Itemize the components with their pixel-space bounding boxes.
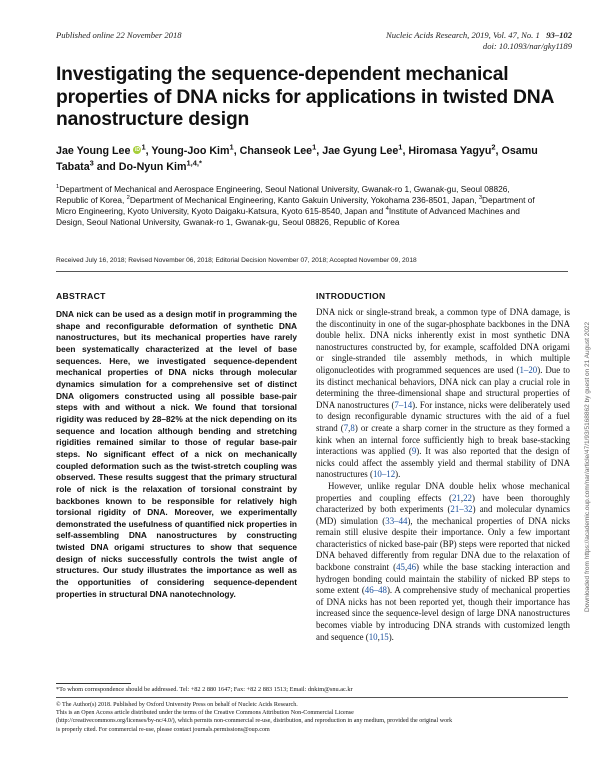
citation-link[interactable]: 1–20 bbox=[519, 364, 538, 375]
author-affiliation-marker: 2 bbox=[491, 142, 496, 152]
author-name: Young-Joo Kim bbox=[151, 145, 230, 157]
copyright-line: is properly cited. For commercial re-use, please contact journals.permissions@oup.com bbox=[56, 726, 270, 733]
footnote-rule bbox=[56, 683, 131, 684]
citation-link[interactable]: 15 bbox=[379, 631, 389, 642]
copyright-line: (http://creativecommons.org/licenses/by-nc/4.0/), which permits non-commercial re-use, distribution, and reproduction in any medium, provided the original work bbox=[56, 718, 453, 725]
page-range: 93–102 bbox=[546, 30, 572, 40]
introduction-body bbox=[316, 307, 570, 643]
orcid-icon[interactable]: iD bbox=[134, 147, 140, 153]
affiliation-text: Department of Mechanical Engineering, Kanto Gakuin University, Yokohama 236-8501, Japan, bbox=[129, 195, 479, 205]
citation-link[interactable]: 10–12 bbox=[372, 469, 396, 480]
published-date: Published online 22 November 2018 bbox=[56, 30, 182, 40]
doi[interactable]: doi: 10.1093/nar/gky1189 bbox=[482, 41, 572, 51]
citation-link[interactable]: 46–48 bbox=[364, 585, 387, 596]
article-dates: Received July 16, 2018; Revised November 06, 2018; Editorial Decision November 07, 2018; Accepted November 09, 2018 bbox=[56, 257, 417, 264]
copyright-line: This is an Open Access article distributed under the terms of the Creative Commons Attribution Non-Commercial License bbox=[56, 710, 354, 717]
citation-link[interactable]: 7 bbox=[343, 422, 349, 433]
author-name: Chanseok Lee bbox=[239, 145, 313, 157]
citation-link[interactable]: 10 bbox=[368, 631, 378, 642]
citation-link[interactable]: 21–32 bbox=[450, 504, 473, 515]
author-affiliation-marker: 1 bbox=[141, 142, 146, 152]
affiliations bbox=[56, 184, 536, 228]
corresponding-author-footnote: *To whom correspondence should be addressed. Tel: +82 2 880 1647; Fax: +82 2 883 1513; Email: dnkim@snu.ac.kr bbox=[56, 686, 353, 693]
author-affiliation-marker: 1 bbox=[312, 142, 317, 152]
citation-link[interactable]: 9 bbox=[411, 446, 417, 457]
intro-paragraph: DNA nick or single-strand break, a common type of DNA damage, is the discontinuity in one of the sugar-phosphate backbones in the DNA double helix. DNA nicks inherently exist in most synthetic DNA nanostructures constructed by, for example, scaffolded DNA origami or single-stranded tile assembly methods, in which multiple oligonucleotides with programmed sequences are used (1–20). Due to its distinct mechanical behaviors, DNA nick can play a crucial role in determining the three-dimensional shape and structural properties of DNA nanostructures (7–14). For instance, nicks were deliberately used to design reconfigurable dynamic structures with the aid of a fuel strand (7,8) or create a sharp corner in the structure as they formed a kink when an internal force sufficiently high to break base-stacking interactions was applied (9). It was also reported that the design of nicks could affect the assembly yield and thermal stability of DNA nanostructures (10–12). bbox=[316, 307, 570, 480]
citation-link[interactable]: 46 bbox=[407, 562, 417, 573]
citation-link[interactable]: 45 bbox=[396, 562, 405, 573]
divider bbox=[56, 271, 568, 272]
abstract-heading: ABSTRACT bbox=[56, 291, 106, 301]
affiliation-marker: 1 bbox=[56, 184, 60, 191]
citation-link[interactable]: 7–14 bbox=[394, 399, 413, 410]
copyright-notice bbox=[56, 701, 576, 734]
author-name: Jae Young Lee bbox=[56, 145, 131, 157]
author-affiliation-marker: 1 bbox=[229, 142, 234, 152]
author-name: Jae Gyung Lee bbox=[322, 145, 399, 157]
affiliation-marker: 3 bbox=[478, 195, 483, 202]
citation-link[interactable]: 21 bbox=[451, 492, 461, 503]
affiliation-text: Department of Micro Engineering, Kyoto University, Kyoto Daigaku-Katsura, Kyoto 615-8540, Japan and bbox=[56, 195, 535, 216]
citation-link[interactable]: 33–44 bbox=[385, 515, 408, 526]
intro-paragraph: However, unlike regular DNA double helix whose mechanical properties and coupling effects (21,22) have been thoroughly characterized by both experiments (21–32) and molecular dynamics (MD) simulation (33–44), the mechanical properties of DNA nicks remain still elusive despite their importance. Only a few important characteristics of nicked base-pair (BP) steps were reported that nicked DNA behaved differently from regular DNA due to the relaxation of backbone constraint (45,46) while the base stacking interaction and hydrogen bonding could maintain the stability of nicked BP steps to some extent (46–48). A comprehensive study of mechanical properties of DNA nicks has not been reported yet, though their importance has increased since the sequence-level design of large DNA nanostructures becomes viable by introducing DNA strands with customized length and sequence (10,15). bbox=[316, 480, 571, 642]
divider bbox=[56, 697, 568, 698]
download-watermark: Downloaded from https://academic.oup.com/nar/article/47/1/93/5168862 by guest on 21 August 2022 bbox=[584, 321, 591, 612]
author-name: Hiromasa Yagyu bbox=[408, 145, 492, 157]
affiliation-marker: 2 bbox=[126, 195, 130, 202]
citation-link[interactable]: 22 bbox=[463, 492, 472, 503]
author-name: Do-Nyun Kim bbox=[118, 161, 187, 173]
journal-citation: Nucleic Acids Research, 2019, Vol. 47, No. 1 bbox=[386, 30, 540, 40]
introduction-heading: INTRODUCTION bbox=[316, 291, 386, 301]
author-affiliation-marker: 3 bbox=[89, 158, 94, 168]
author-name: Osamu Tabata bbox=[56, 145, 538, 173]
affiliation-text: Institute of Advanced Machines and Design, Seoul National University, Gwanak-ro 1, Gwanak-gu, Seoul 08826, Republic of Korea bbox=[56, 206, 520, 227]
copyright-line: © The Author(s) 2018. Published by Oxford University Press on behalf of Nucleic Acids Research. bbox=[56, 702, 298, 708]
citation-link[interactable]: 8 bbox=[350, 422, 355, 433]
author-list: Jae Young Lee iD $^1$, Young-Joo Kim$^1$, Chanseok Lee$^1$, Jae Gyung Lee$^1$, Hiromasa Yagyu$^2$, Osamu Tabata$^3$ and Do-Nyun Kim$^{1,4,*}$ bbox=[56, 142, 538, 173]
affiliation-marker: 4 bbox=[385, 206, 389, 213]
author-affiliation-marker: 1,4,* bbox=[186, 158, 202, 168]
article-title: Investigating the sequence-dependent mechanical properties of DNA nicks for applications in twisted DNA nanostructure design bbox=[56, 64, 554, 130]
affiliation-text: Department of Mechanical and Aerospace Engineering, Seoul National University, Gwanak-ro 1, Gwanak-gu, Seoul 08826, Republic of Korea, bbox=[56, 184, 510, 205]
journal-header bbox=[386, 30, 572, 52]
abstract-text: DNA nick can be used as a design motif in programming the shape and reconfigurable deformation of synthetic DNA nanostructures, but its mechanical properties have rarely been systematically characterized at the level of base sequences. Here, we investigated sequence-dependent mechanical properties of DNA nicks through molecular dynamics simulation for a comprehensive set of distinct DNA oligomers constructed using all possible base-pair steps with and without a nick. We found that torsional rigidity was reduced by 28–82% at the nick depending on its sequence and location although bending and stretching rigidities remained similar to those of regular base-pair steps. No significant effect of a nick on mechanically coupled deformation such as the twist-stretch coupling was observed. These results suggest that the primary structural role of nick is the relaxation of torsional constraint by backbones known to be responsible for relatively high torsional rigidity of DNA. Moreover, we experimentally demonstrated the usefulness of quantified nick properties in self-assembling DNA nanostructures by constructing twisted DNA origami structures to show that sequence design of nicks successfully controls the twist angle of structures. Our study illustrates the importance as well as the opportunities of considering sequence-dependent properties in structural DNA nanotechnology. bbox=[56, 309, 297, 599]
author-affiliation-marker: 1 bbox=[398, 142, 403, 152]
